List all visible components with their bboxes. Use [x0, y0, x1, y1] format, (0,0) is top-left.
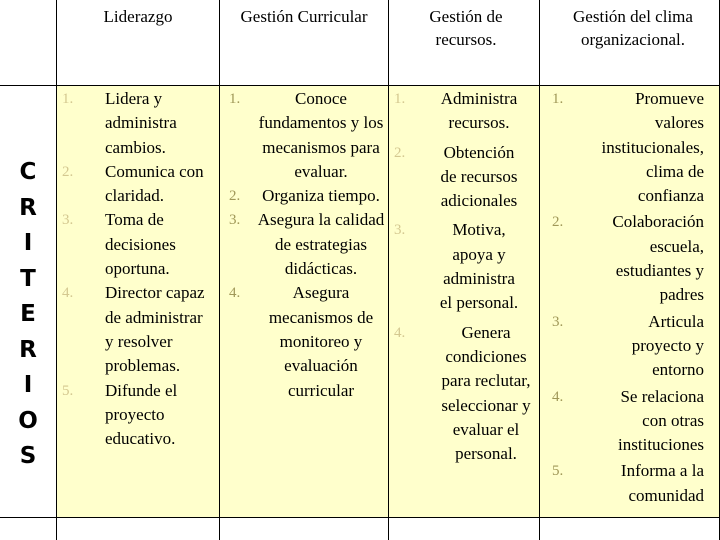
criterios-letter: C	[19, 159, 37, 185]
item-number: 1.	[394, 91, 406, 107]
item-text: Lidera y administra cambios.	[105, 89, 177, 157]
item-text: Difunde el proyecto educativo.	[105, 380, 178, 449]
table-border	[0, 517, 720, 518]
criterios-letter: I	[23, 230, 33, 256]
criterios-letter: T	[20, 265, 36, 292]
list-item	[394, 321, 538, 467]
list-item	[229, 281, 387, 402]
item-text: Asegura mecanismos de monitoreo y evaluación curricular	[268, 283, 374, 400]
item-text: Comunica con claridad.	[105, 161, 204, 206]
item-text: Conoce fundamentos y los mecanismos para evaluar.	[258, 89, 384, 181]
list-item	[546, 459, 704, 508]
list-item	[62, 281, 217, 378]
table-border	[219, 0, 220, 540]
list-item	[394, 87, 538, 136]
item-number: 1.	[229, 91, 241, 107]
item-text: Promueve valores institucionales, clima de confianza	[601, 89, 704, 206]
item-text: Colaboración escuela, estudiantes y padres	[612, 212, 704, 305]
item-text: Administra recursos.	[440, 89, 518, 133]
list-item	[62, 160, 217, 209]
list-item	[229, 87, 387, 184]
item-text: Obtención de recursos adicionales	[440, 142, 518, 211]
list-item	[229, 184, 387, 208]
item-number: 2.	[552, 214, 564, 231]
item-number: 4.	[229, 285, 241, 302]
item-text: Se relaciona con otras instituciones	[618, 386, 704, 455]
item-text: Director capaz de administrar y resolver problemas.	[105, 283, 205, 376]
item-number: 3.	[552, 313, 564, 330]
criterios-letter: R	[19, 336, 37, 363]
header-gestion-clima: Gestión del clima organizacional.	[573, 7, 693, 49]
item-number: 2.	[394, 144, 406, 161]
table-border	[0, 85, 720, 86]
recursos-list	[394, 87, 538, 466]
item-text: Articula proyecto y entorno	[631, 311, 704, 380]
item-text: Motiva, apoya y administra el personal.	[439, 220, 519, 313]
item-number: 5.	[552, 463, 564, 480]
list-item	[546, 310, 704, 383]
item-number: 4.	[62, 285, 74, 302]
item-text: Genera condiciones para reclutar, seleccionar y evaluar el personal.	[441, 322, 531, 464]
table-border	[539, 0, 540, 540]
item-number: 4.	[394, 324, 406, 341]
clima-list	[546, 87, 704, 508]
item-text: Toma de decisiones oportuna.	[105, 210, 176, 279]
criterios-label	[12, 155, 44, 475]
criterios-letter: E	[20, 301, 36, 327]
criterios-letter: S	[19, 443, 37, 469]
curricular-list	[229, 87, 387, 403]
item-number: 5.	[62, 382, 74, 399]
liderazgo-list	[62, 87, 217, 451]
item-text: Organiza tiempo.	[262, 186, 380, 206]
criterios-letter: I	[23, 372, 33, 398]
item-number: 2.	[62, 163, 74, 180]
item-number: 3.	[394, 222, 406, 239]
item-number: 2.	[229, 188, 241, 205]
item-number: 4.	[552, 388, 564, 405]
list-item	[62, 208, 217, 281]
list-item	[394, 218, 538, 315]
list-item	[546, 385, 704, 458]
criterios-letter: O	[18, 407, 38, 434]
list-item	[62, 87, 217, 160]
header-liderazgo: Liderazgo	[103, 7, 173, 26]
list-item	[229, 208, 387, 281]
list-item	[62, 379, 217, 452]
item-text: Informa a la comunidad	[620, 461, 704, 505]
list-item	[394, 141, 538, 214]
item-number: 3.	[229, 212, 241, 229]
item-number: 3.	[62, 212, 74, 229]
header-gestion-curricular: Gestión Curricular	[240, 7, 368, 26]
list-item	[546, 87, 704, 208]
table-border	[56, 0, 57, 540]
criterios-letter: R	[19, 194, 37, 221]
item-number: 1.	[552, 91, 564, 107]
item-text: Asegura la calidad de estrategias didácticas.	[257, 210, 385, 279]
header-gestion-recursos: Gestión de recursos.	[429, 7, 503, 49]
table-border	[388, 0, 389, 540]
list-item	[546, 210, 704, 307]
item-number: 1.	[62, 91, 74, 107]
